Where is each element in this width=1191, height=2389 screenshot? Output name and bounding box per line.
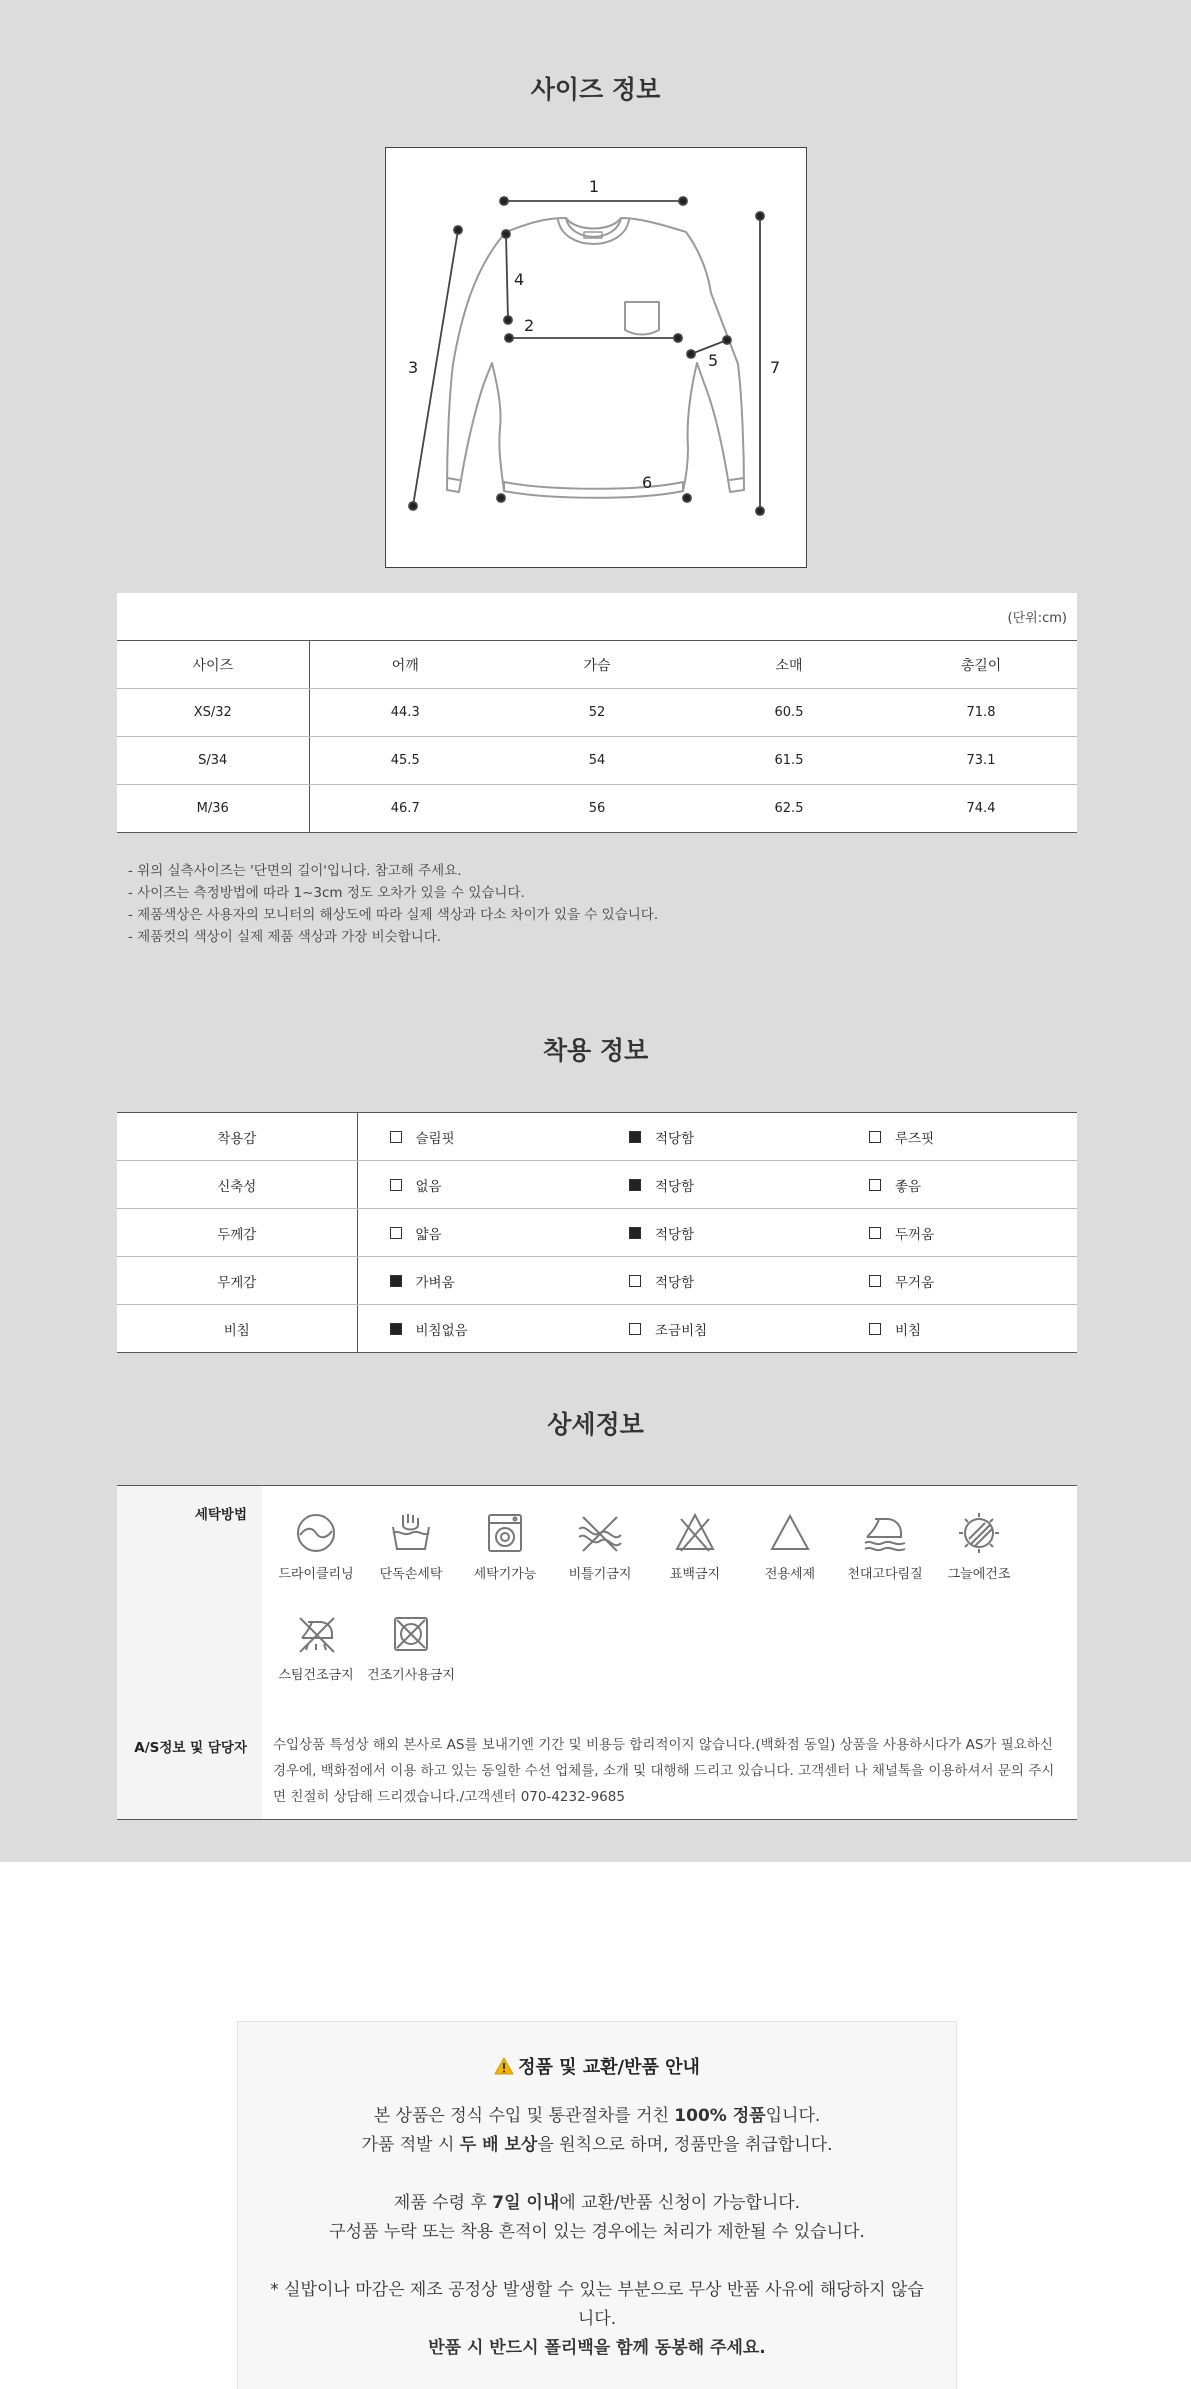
detail-box — [117, 1485, 1077, 1820]
option-label: 적당함 — [655, 1274, 695, 1291]
checkbox-checked-icon — [629, 1227, 641, 1239]
table-row — [117, 785, 1077, 833]
table-row — [117, 1305, 1077, 1353]
shirt-measurement-icon — [386, 148, 806, 567]
value-cell: 71.8 — [885, 689, 1077, 737]
notice-line: * 실밥이나 마감은 제조 공정상 발생할 수 있는 부분으로 무상 반품 사유에 해당하지 않습니다. — [270, 2280, 924, 2329]
wash-icon-cell — [835, 1511, 935, 1582]
no-bleach-icon — [673, 1511, 717, 1555]
warning-icon — [494, 2057, 514, 2075]
size-table — [117, 641, 1077, 833]
wash-icon-label: 비틀기금지 — [568, 1567, 632, 1582]
wear-table — [117, 1113, 1077, 1352]
wash-icon-label: 건조기사용금지 — [367, 1668, 455, 1683]
wash-icon-cell — [266, 1612, 366, 1683]
header-cell: 총길이 — [885, 641, 1077, 689]
iron-cloth-icon — [861, 1511, 909, 1555]
size-diagram — [385, 147, 807, 568]
size-notes — [128, 860, 658, 948]
diagram-number-1: 1 — [588, 177, 600, 196]
wash-icon-label: 단독손세탁 — [379, 1567, 443, 1582]
notice-line: 가품 적발 시 두 배 보상을 원칙으로 하며, 정품만을 취급합니다. — [361, 2135, 833, 2155]
diagram-number-7: 7 — [770, 358, 781, 377]
table-row — [117, 1257, 1077, 1305]
notice-box — [237, 2021, 957, 2389]
wash-icon-cell — [455, 1511, 555, 1582]
checkbox-unchecked-icon — [390, 1227, 402, 1239]
checkbox-unchecked-icon — [629, 1275, 641, 1287]
detail-info-title: 상세정보 — [547, 1410, 644, 1439]
wear-label: 무게감 — [117, 1257, 357, 1305]
header-cell: 가슴 — [501, 641, 693, 689]
wash-icon-label: 세탁기가능 — [473, 1567, 537, 1582]
size-table-header — [117, 641, 1077, 689]
value-cell: 52 — [501, 689, 693, 737]
wash-icon-cell — [361, 1612, 461, 1683]
option-label: 적당함 — [655, 1130, 695, 1147]
checkbox-unchecked-icon — [390, 1179, 402, 1191]
header-cell: 어깨 — [309, 641, 501, 689]
shade-dry-icon — [957, 1511, 1001, 1555]
value-cell: 56 — [501, 785, 693, 833]
option-label: 적당함 — [655, 1226, 695, 1243]
table-row — [117, 737, 1077, 785]
no-steam-icon — [294, 1612, 338, 1656]
wash-icon-label: 천대고다림질 — [847, 1567, 923, 1582]
notice-bold: 7일 이내 — [492, 2193, 560, 2213]
notice-bold: 100% 정품 — [674, 2106, 766, 2126]
option-label: 비침 — [895, 1322, 922, 1339]
note-line: - 위의 실측사이즈는 '단면의 길이'입니다. 참고해 주세요. — [128, 863, 462, 879]
option-label: 얇음 — [415, 1226, 442, 1243]
wash-icon-cell — [361, 1511, 461, 1582]
value-cell: 61.5 — [693, 737, 885, 785]
notice-line: 본 상품은 정식 수입 및 통관절차를 거친 100% 정품입니다. — [373, 2106, 821, 2126]
size-cell: S/34 — [117, 737, 309, 785]
notice-bold: 두 배 보상 — [459, 2135, 538, 2155]
option-label: 없음 — [415, 1178, 442, 1195]
wear-label: 두께감 — [117, 1209, 357, 1257]
checkbox-checked-icon — [629, 1131, 641, 1143]
option-label: 루즈핏 — [895, 1130, 935, 1147]
wash-icon-cell — [929, 1511, 1029, 1582]
notice-line: 제품 수령 후 7일 이내에 교환/반품 신청이 가능합니다. — [393, 2193, 801, 2213]
wash-icon-label: 표백금지 — [669, 1567, 721, 1582]
diagram-number-3: 3 — [408, 358, 419, 377]
option-label: 적당함 — [655, 1178, 695, 1195]
value-cell: 45.5 — [309, 737, 501, 785]
note-line: - 사이즈는 측정방법에 따라 1~3cm 정도 오차가 있을 수 있습니다. — [128, 885, 525, 901]
wash-method-label: 세탁방법 — [194, 1507, 247, 1523]
no-wring-icon — [575, 1511, 625, 1555]
value-cell: 74.4 — [885, 785, 1077, 833]
note-line: - 제품색상은 사용자의 모니터의 해상도에 따라 실제 색상과 다소 차이가 있을 수 있습니다. — [128, 907, 659, 923]
wash-icon-label: 드라이클리닝 — [278, 1567, 354, 1582]
value-cell: 60.5 — [693, 689, 885, 737]
wear-table-box — [117, 1112, 1077, 1353]
header-cell: 사이즈 — [117, 641, 309, 689]
option-label: 좋음 — [895, 1178, 922, 1195]
wash-icon-cell — [550, 1511, 650, 1582]
option-label: 무거움 — [895, 1274, 935, 1291]
checkbox-unchecked-icon — [869, 1323, 881, 1335]
option-label: 두꺼움 — [895, 1226, 935, 1243]
wear-label: 착용감 — [117, 1113, 357, 1161]
table-row — [117, 1209, 1077, 1257]
table-row — [117, 1161, 1077, 1209]
wash-icon-label: 전용세제 — [764, 1567, 816, 1582]
checkbox-unchecked-icon — [390, 1131, 402, 1143]
header-cell: 소매 — [693, 641, 885, 689]
value-cell: 73.1 — [885, 737, 1077, 785]
checkbox-unchecked-icon — [869, 1179, 881, 1191]
size-cell: XS/32 — [117, 689, 309, 737]
diagram-number-4: 4 — [514, 270, 525, 289]
detail-label-column — [117, 1486, 262, 1819]
option-label: 조금비침 — [655, 1322, 708, 1339]
as-info-text: 수입상품 특성상 해외 본사로 AS를 보내기엔 기간 및 비용등 합리적이지 않습니다.(백화점 동일) 상품을 사용하시다가 AS가 필요하신 경우에, 백화점에서 이용 하고 있는 동일한 수선 업체를, 소개 및 대행해 드리고 있습니다. 고객센터 나 채널톡을 이용하셔서 문의 주시면 친절히 상담해 드리겠습니다./고객센터 070-4232-9685 — [273, 1737, 1055, 1805]
washing-machine-icon — [483, 1511, 527, 1555]
option-label: 비침없음 — [415, 1322, 468, 1339]
table-row — [117, 1113, 1077, 1161]
checkbox-unchecked-icon — [629, 1323, 641, 1335]
detergent-icon — [768, 1511, 812, 1555]
checkbox-checked-icon — [390, 1323, 402, 1335]
notice-line-bold: 반품 시 반드시 폴리백을 함께 동봉해 주세요. — [428, 2338, 766, 2358]
checkbox-unchecked-icon — [869, 1275, 881, 1287]
checkbox-checked-icon — [390, 1275, 402, 1287]
value-cell: 62.5 — [693, 785, 885, 833]
unit-label: (단위:cm) — [117, 593, 1077, 641]
wash-icon-cell — [645, 1511, 745, 1582]
checkbox-unchecked-icon — [869, 1131, 881, 1143]
value-cell: 44.3 — [309, 689, 501, 737]
no-tumble-dry-icon — [389, 1612, 433, 1656]
wash-icon-label: 그늘에건조 — [947, 1567, 1011, 1582]
table-row — [117, 689, 1077, 737]
wash-icon-cell — [266, 1511, 366, 1582]
value-cell: 54 — [501, 737, 693, 785]
notice-line: 구성품 누락 또는 착용 흔적이 있는 경우에는 처리가 제한될 수 있습니다. — [329, 2222, 865, 2242]
diagram-number-5: 5 — [708, 351, 719, 370]
wash-icon-label: 스팀건조금지 — [278, 1668, 354, 1683]
notice-title — [238, 2053, 956, 2079]
diagram-number-2: 2 — [524, 316, 535, 335]
hand-wash-icon — [389, 1511, 433, 1555]
size-table-box — [117, 593, 1077, 833]
dry-clean-icon — [294, 1511, 338, 1555]
wear-label: 신축성 — [117, 1161, 357, 1209]
wash-icon-cell — [740, 1511, 840, 1582]
diagram-number-6: 6 — [642, 473, 653, 492]
checkbox-checked-icon — [629, 1179, 641, 1191]
value-cell: 46.7 — [309, 785, 501, 833]
checkbox-unchecked-icon — [869, 1227, 881, 1239]
size-cell: M/36 — [117, 785, 309, 833]
as-info-label: A/S정보 및 담당자 — [134, 1740, 247, 1756]
note-line: - 제품컷의 색상이 실제 제품 색상과 가장 비슷합니다. — [128, 929, 442, 945]
wear-info-title: 착용 정보 — [542, 1036, 649, 1065]
size-info-title: 사이즈 정보 — [530, 75, 661, 104]
wear-label: 비침 — [117, 1305, 357, 1353]
notice-title-text: 정품 및 교환/반품 안내 — [518, 2057, 700, 2078]
option-label: 슬림핏 — [415, 1130, 455, 1147]
option-label: 가벼움 — [415, 1274, 455, 1291]
